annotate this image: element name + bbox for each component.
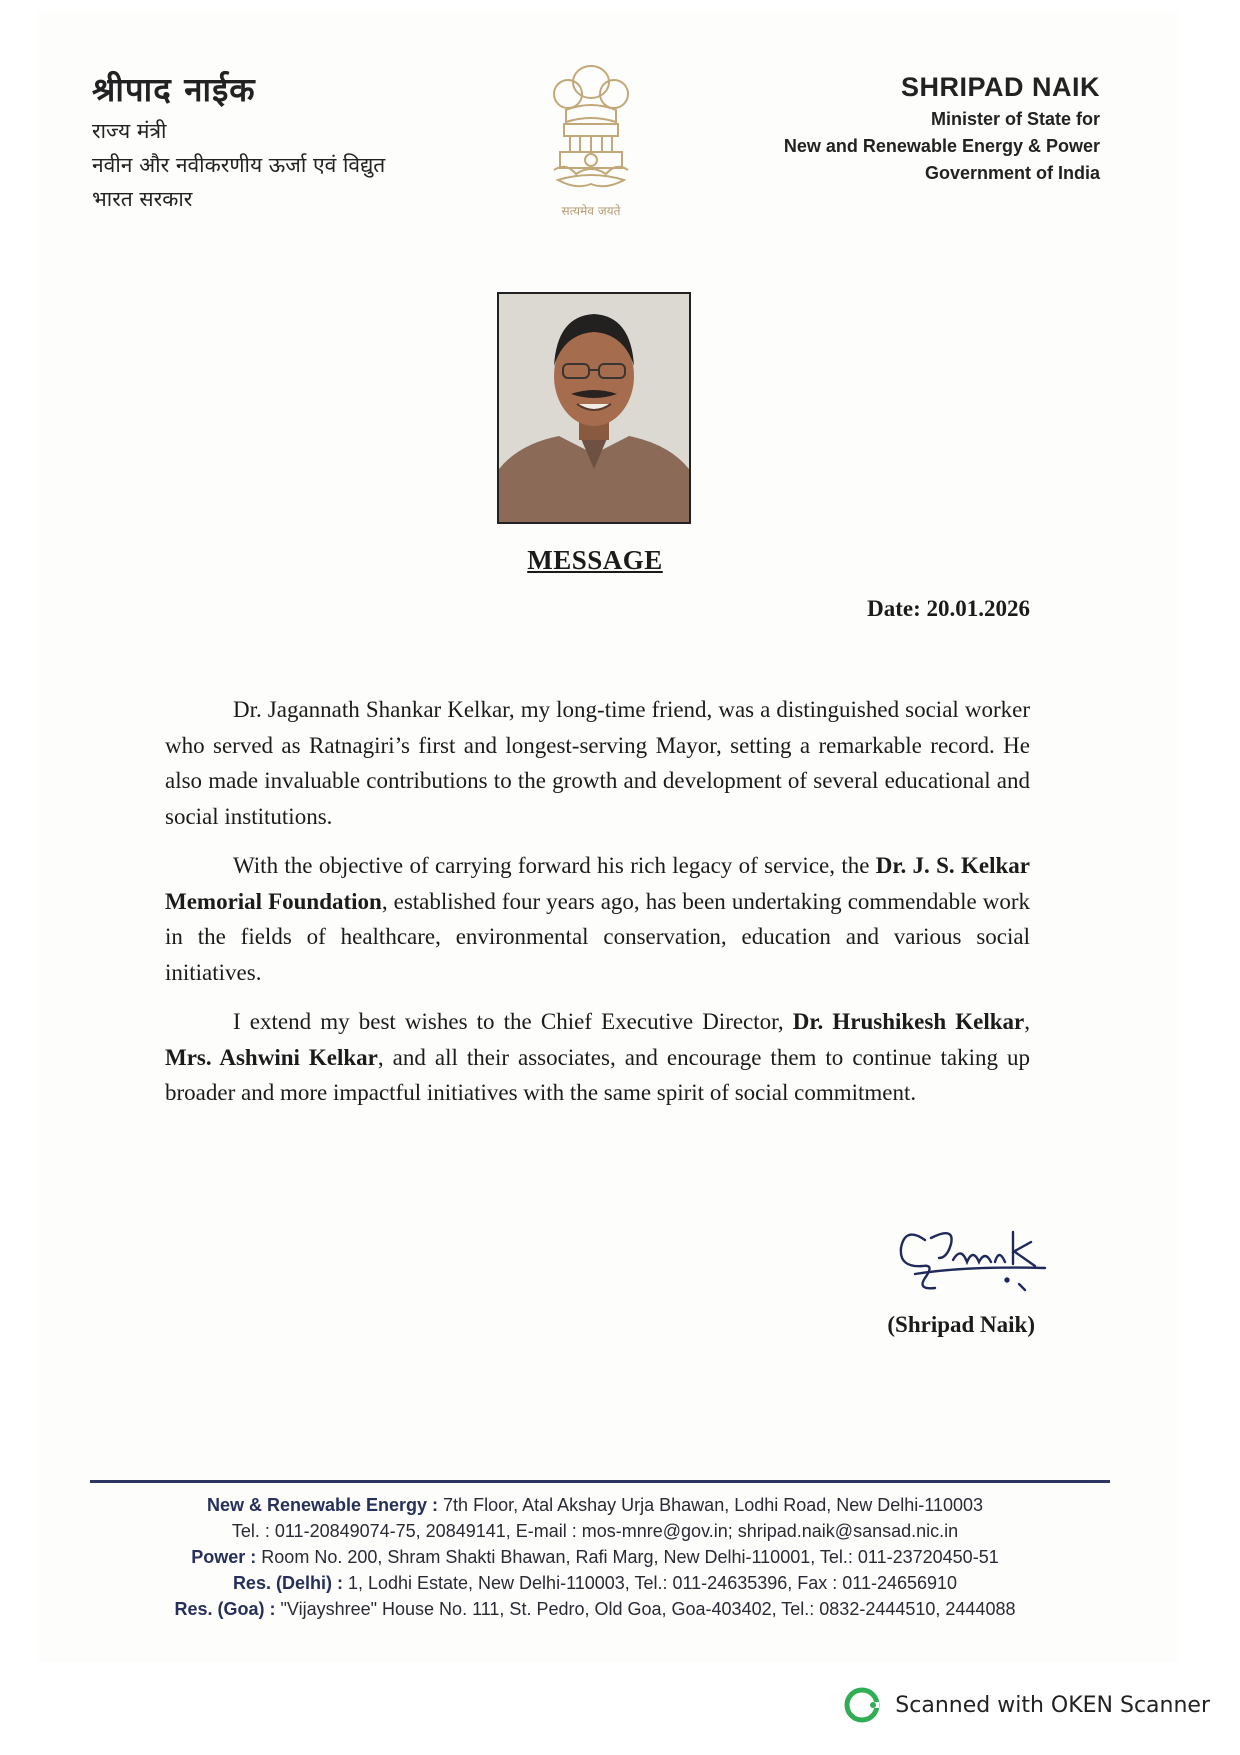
footer-text: "Vijayshree" House No. 111, St. Pedro, Old Goa, Goa-403402, Tel.: 0832-2444510, 2444088 <box>275 1599 1016 1619</box>
paragraph-3-separator: , <box>1024 1009 1030 1034</box>
footer-line-res-delhi <box>0 1570 1190 1596</box>
english-government: Government of India <box>924 163 1100 183</box>
national-emblem-icon <box>536 52 646 222</box>
footer-label: Res. (Delhi) : <box>232 1573 343 1593</box>
portrait-photo <box>497 292 691 524</box>
footer-line-power <box>0 1544 1190 1570</box>
paragraph-2-text-end: , established four years ago, has been undertaking commendable work in the fields of healthcare, environmental conservation, education and various social initiatives. <box>165 888 1030 985</box>
footer-divider <box>90 1480 1110 1483</box>
oken-scanner-icon <box>843 1686 881 1724</box>
footer-text: Tel. : 011-20849074-75, 20849141, E-mail : mos-mnre@gov.in; shripad.naik@sansad.nic.in <box>231 1521 959 1541</box>
emblem-motto: सत्यमेव जयते <box>561 204 621 218</box>
signoff-name: (Shripad Naik) <box>887 1312 1035 1337</box>
footer-label: Power : <box>191 1547 257 1567</box>
footer-line-contact <box>0 1518 1190 1544</box>
hindi-government: भारत सरकार <box>92 187 193 211</box>
director-name: Dr. Hrushikesh Kelkar <box>792 1009 1025 1034</box>
scanner-watermark <box>843 1686 1210 1724</box>
paragraph-3-text: I extend my best wishes to the Chief Executive Director, <box>233 1009 793 1034</box>
message-date: Date: 20.01.2026 <box>867 596 1030 621</box>
scanner-text: Scanned with OKEN Scanner <box>895 1692 1210 1718</box>
paragraph-2 <box>165 848 1030 990</box>
hindi-designation: राज्य मंत्री <box>92 119 167 143</box>
hindi-ministry: नवीन और नवीकरणीय ऊर्जा एवं विद्युत <box>92 153 386 177</box>
paragraph-1: Dr. Jagannath Shankar Kelkar, my long-time friend, was a distinguished social worker who served as Ratnagiri’s first and longest-serving Mayor, setting a remarkable record. He also made invaluable contributions to the growth and development of several educational and social institutions. <box>165 697 1030 829</box>
footer-contact <box>0 1492 1190 1622</box>
portrait-image <box>499 294 689 522</box>
message-title: MESSAGE <box>527 545 663 575</box>
hindi-header <box>92 66 385 213</box>
paragraph-2-text: With the objective of carrying forward his rich legacy of service, the <box>233 853 876 878</box>
english-ministry: New and Renewable Energy & Power <box>783 136 1100 156</box>
footer-text: 1, Lodhi Estate, New Delhi-110003, Tel.: 011-24635396, Fax : 011-24656910 <box>342 1573 958 1593</box>
english-name: SHRIPAD NAIK <box>900 72 1100 102</box>
associate-name: Mrs. Ashwini Kelkar <box>165 1044 378 1070</box>
english-designation: Minister of State for <box>930 109 1100 129</box>
footer-line-res-goa <box>0 1596 1190 1622</box>
footer-text: 7th Floor, Atal Akshay Urja Bhawan, Lodhi Road, New Delhi-110003 <box>438 1495 984 1515</box>
handwritten-signature <box>895 1218 1055 1308</box>
footer-line-mnre <box>0 1492 1190 1518</box>
english-header <box>784 72 1100 184</box>
footer-label: New & Renewable Energy : <box>206 1495 439 1515</box>
footer-label: Res. (Goa) : <box>174 1599 276 1619</box>
foundation-name: Dr. J. S. Kelkar Memorial Foundation <box>165 853 1030 914</box>
hindi-name: श्रीपाद नाईक <box>92 70 256 109</box>
paragraph-3 <box>165 1004 1030 1111</box>
paragraph-3-text-end: , and all their associates, and encourage them to continue taking up broader and more impactful initiatives with the same spirit of social commitment. <box>165 1044 1031 1105</box>
message-body <box>165 692 1030 1125</box>
footer-text: Room No. 200, Shram Shakti Bhawan, Rafi Marg, New Delhi-110001, Tel.: 011-23720450-51 <box>256 1547 999 1567</box>
